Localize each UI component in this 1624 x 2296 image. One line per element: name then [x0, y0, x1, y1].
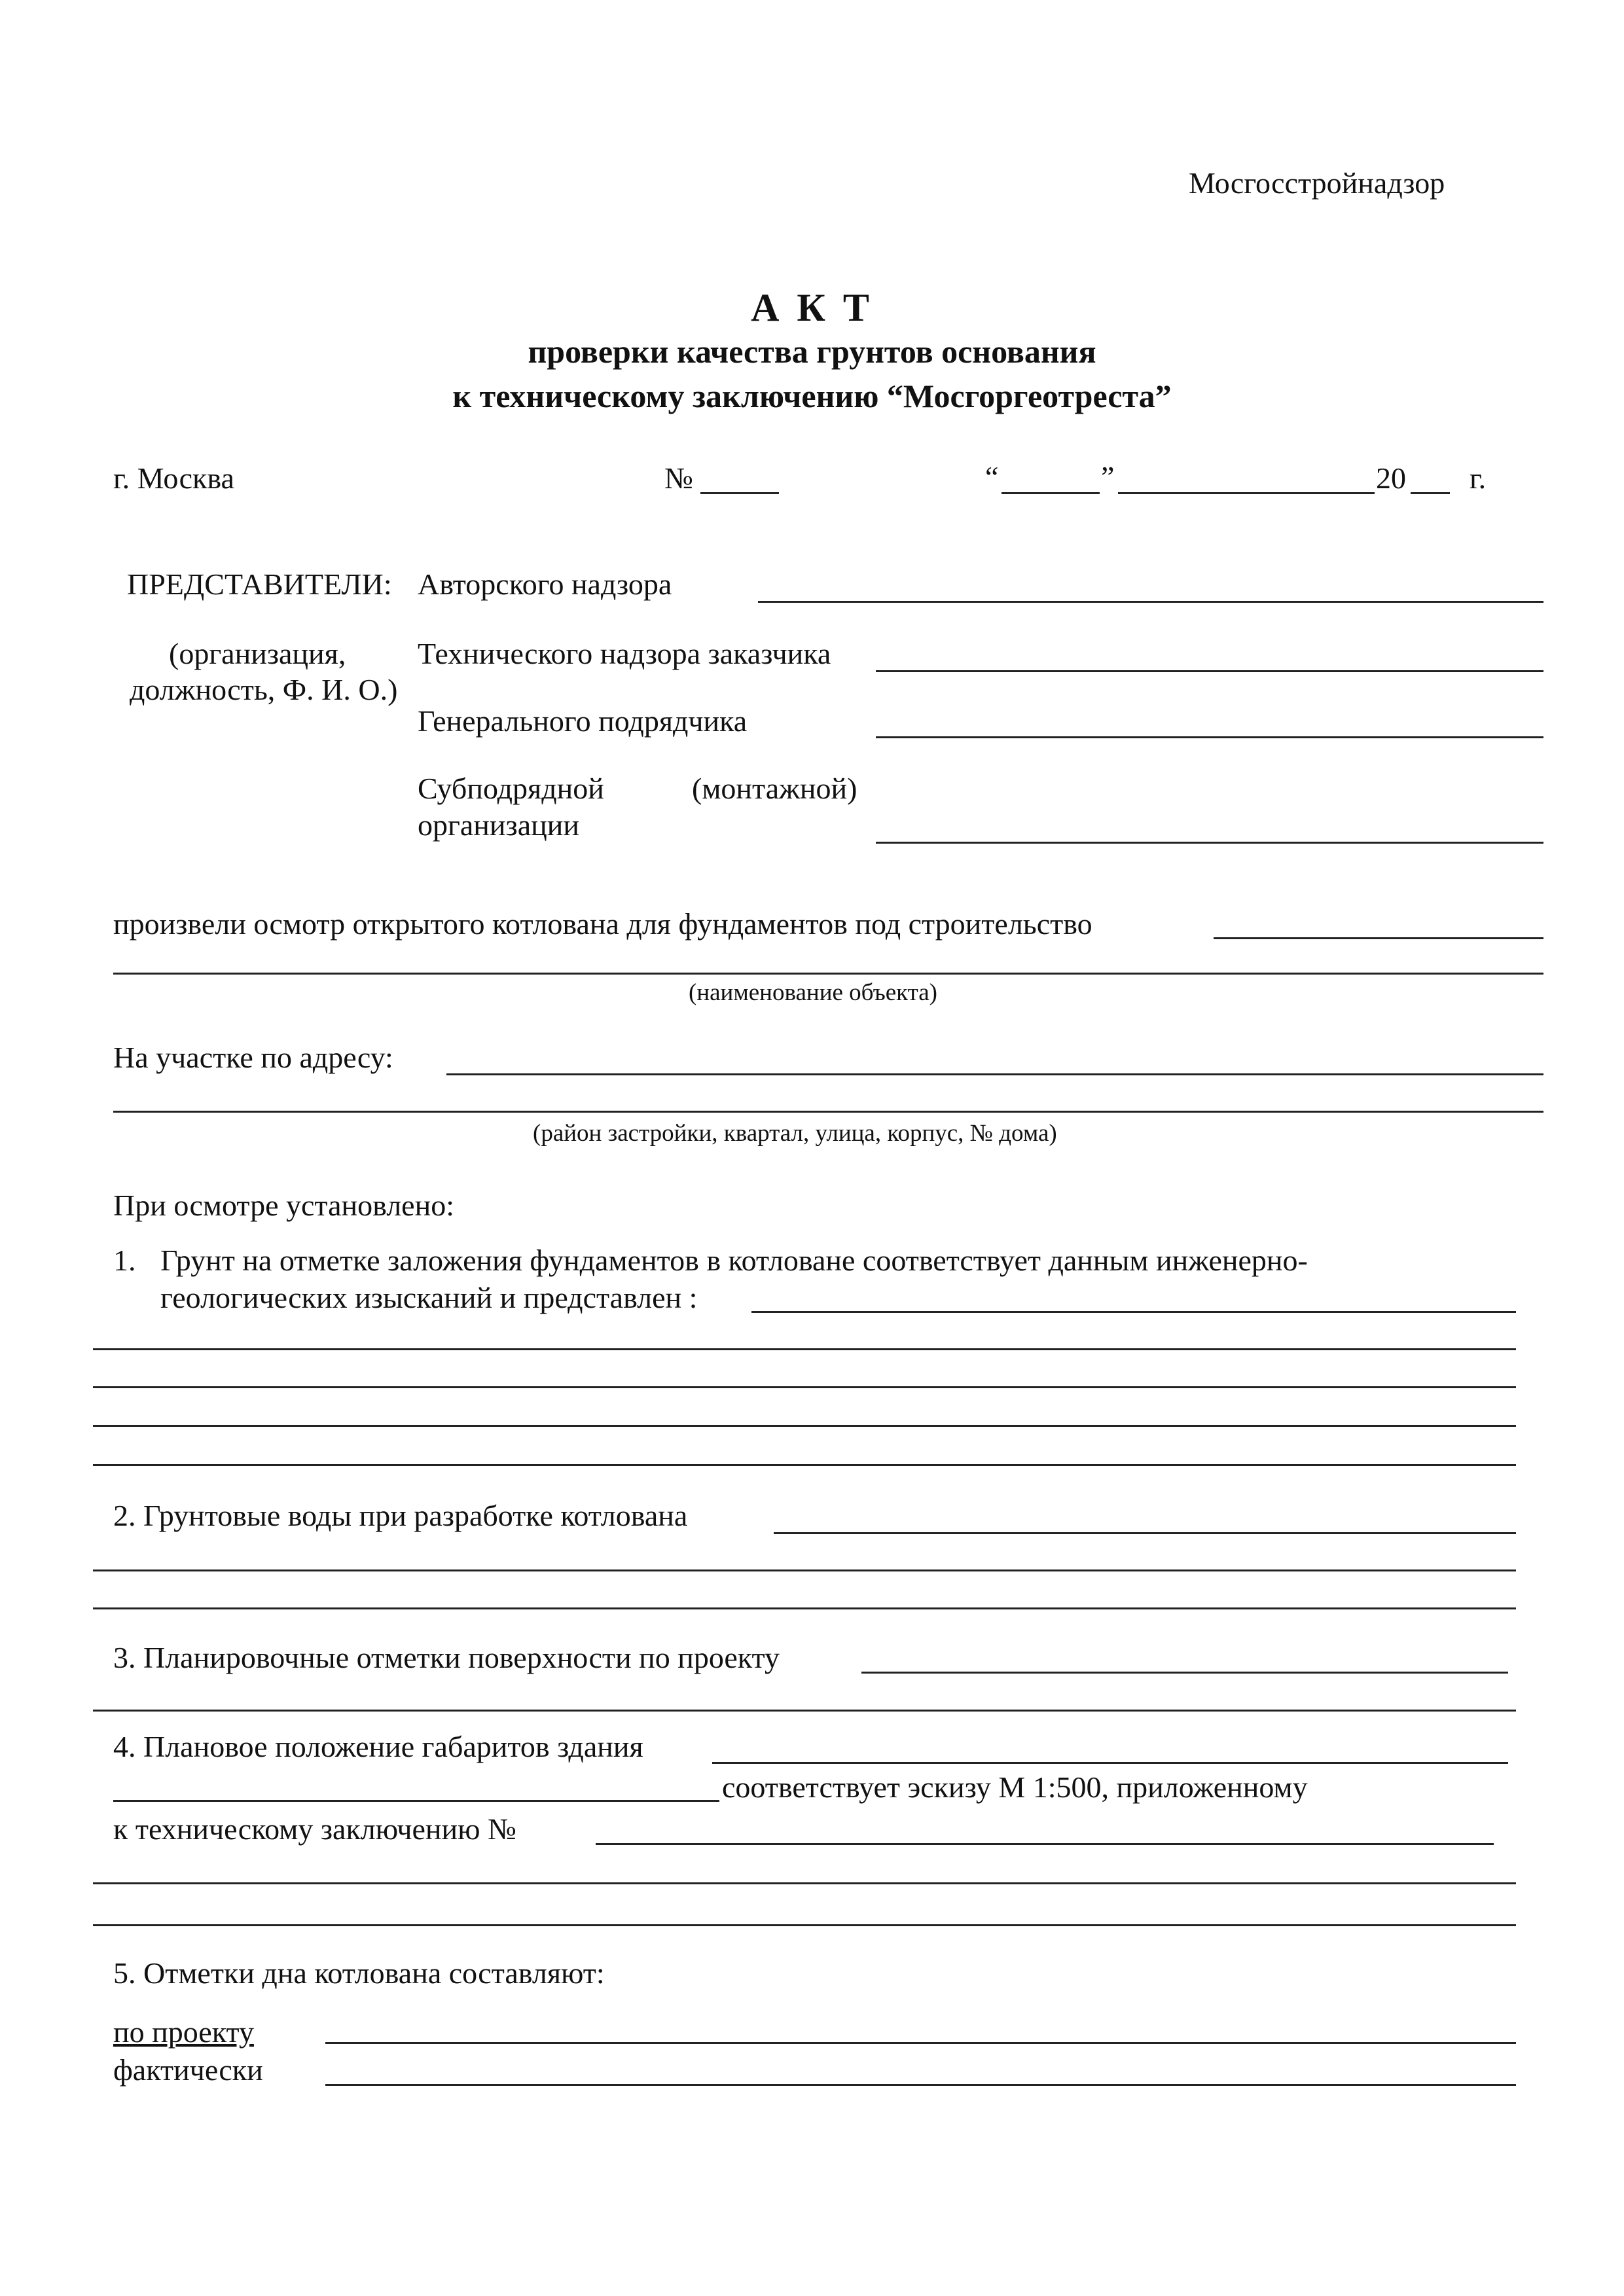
technical-supervision-field[interactable]: [876, 670, 1543, 672]
by-project-field[interactable]: [325, 2042, 1516, 2044]
number-label: №: [664, 461, 693, 495]
item3-field[interactable]: [861, 1672, 1508, 1674]
item1-line2: геологических изысканий и представлен :: [160, 1281, 698, 1314]
item1-extra-line3[interactable]: [93, 1425, 1516, 1427]
conclusion-number-field[interactable]: [596, 1843, 1494, 1845]
item1-extra-line2[interactable]: [93, 1386, 1516, 1388]
actual-field[interactable]: [325, 2084, 1516, 2086]
item4-field[interactable]: [712, 1762, 1508, 1764]
organization-header: Мосгосстройнадзор: [1189, 166, 1445, 200]
item4-line3: к техническому заключению №: [113, 1812, 516, 1846]
item1-extra-line4[interactable]: [93, 1464, 1516, 1466]
item2-extra-line1[interactable]: [93, 1570, 1516, 1571]
item4-continuation: соответствует эскизу М 1:500, приложенному: [722, 1770, 1308, 1804]
inspection-text: произвели осмотр открытого котлована для фундаментов под строительство: [113, 907, 1092, 941]
item4-extra-line2[interactable]: [93, 1924, 1516, 1926]
object-name-hint: (наименование объекта): [689, 979, 937, 1006]
item2-extra-line2[interactable]: [93, 1607, 1516, 1609]
by-project-label: по проекту: [113, 2015, 254, 2049]
address-field-line1[interactable]: [446, 1073, 1543, 1075]
representatives-heading: ПРЕДСТАВИТЕЛИ:: [127, 567, 392, 601]
subcontractor-field[interactable]: [876, 842, 1543, 844]
year-suffix: г.: [1470, 461, 1487, 495]
year-prefix: 20: [1376, 461, 1406, 495]
item4-extra-line1[interactable]: [93, 1882, 1516, 1884]
author-supervision-field[interactable]: [758, 601, 1543, 603]
object-name-field[interactable]: [113, 973, 1543, 975]
quote-close: ”: [1101, 460, 1115, 493]
item4-text: 4. Плановое положение габаритов здания: [113, 1730, 643, 1763]
item2-text: 2. Грунтовые воды при разработке котлована: [113, 1499, 688, 1532]
general-contractor-field[interactable]: [876, 736, 1543, 738]
address-field-line2[interactable]: [113, 1111, 1543, 1113]
item1-field[interactable]: [751, 1311, 1516, 1313]
act-subtitle-line2: к техническому заключению “Мосгоргеотреста”: [452, 378, 1172, 414]
author-supervision-label: Авторского надзора: [418, 567, 672, 601]
address-label: На участке по адресу:: [113, 1041, 393, 1074]
quote-open: “: [985, 460, 999, 493]
day-field[interactable]: [1001, 492, 1100, 494]
act-title: А К Т: [751, 286, 873, 329]
subcontractor-label-word2: (монтажной): [692, 772, 857, 805]
act-subtitle-line1: проверки качества грунтов основания: [528, 333, 1096, 370]
item3-extra-line1[interactable]: [93, 1710, 1516, 1712]
number-field[interactable]: [700, 492, 779, 494]
construction-field[interactable]: [1214, 937, 1543, 939]
item4-field-line2[interactable]: [113, 1800, 719, 1802]
technical-supervision-label: Технического надзора заказчика: [418, 637, 831, 670]
item1-extra-line1[interactable]: [93, 1348, 1516, 1350]
item5-text: 5. Отметки дна котлована составляют:: [113, 1956, 605, 1990]
subcontractor-label-word3: организации: [418, 808, 579, 842]
city: г. Москва: [113, 461, 234, 495]
month-field[interactable]: [1118, 492, 1375, 494]
actual-label: фактически: [113, 2053, 263, 2087]
representatives-note-line2: должность, Ф. И. О.): [130, 673, 398, 706]
findings-intro: При осмотре установлено:: [113, 1189, 454, 1222]
item1-number: 1.: [113, 1244, 136, 1277]
subcontractor-label-word1: Субподрядной: [418, 772, 604, 805]
year-field[interactable]: [1411, 492, 1450, 494]
general-contractor-label: Генерального подрядчика: [418, 704, 748, 738]
address-hint: (район застройки, квартал, улица, корпус, № дома): [533, 1120, 1057, 1147]
item1-line1: Грунт на отметке заложения фундаментов в котловане соответствует данным инженерно-: [160, 1244, 1308, 1277]
representatives-note-line1: (организация,: [169, 637, 346, 670]
item2-field[interactable]: [774, 1532, 1516, 1534]
item3-text: 3. Планировочные отметки поверхности по проекту: [113, 1641, 780, 1674]
